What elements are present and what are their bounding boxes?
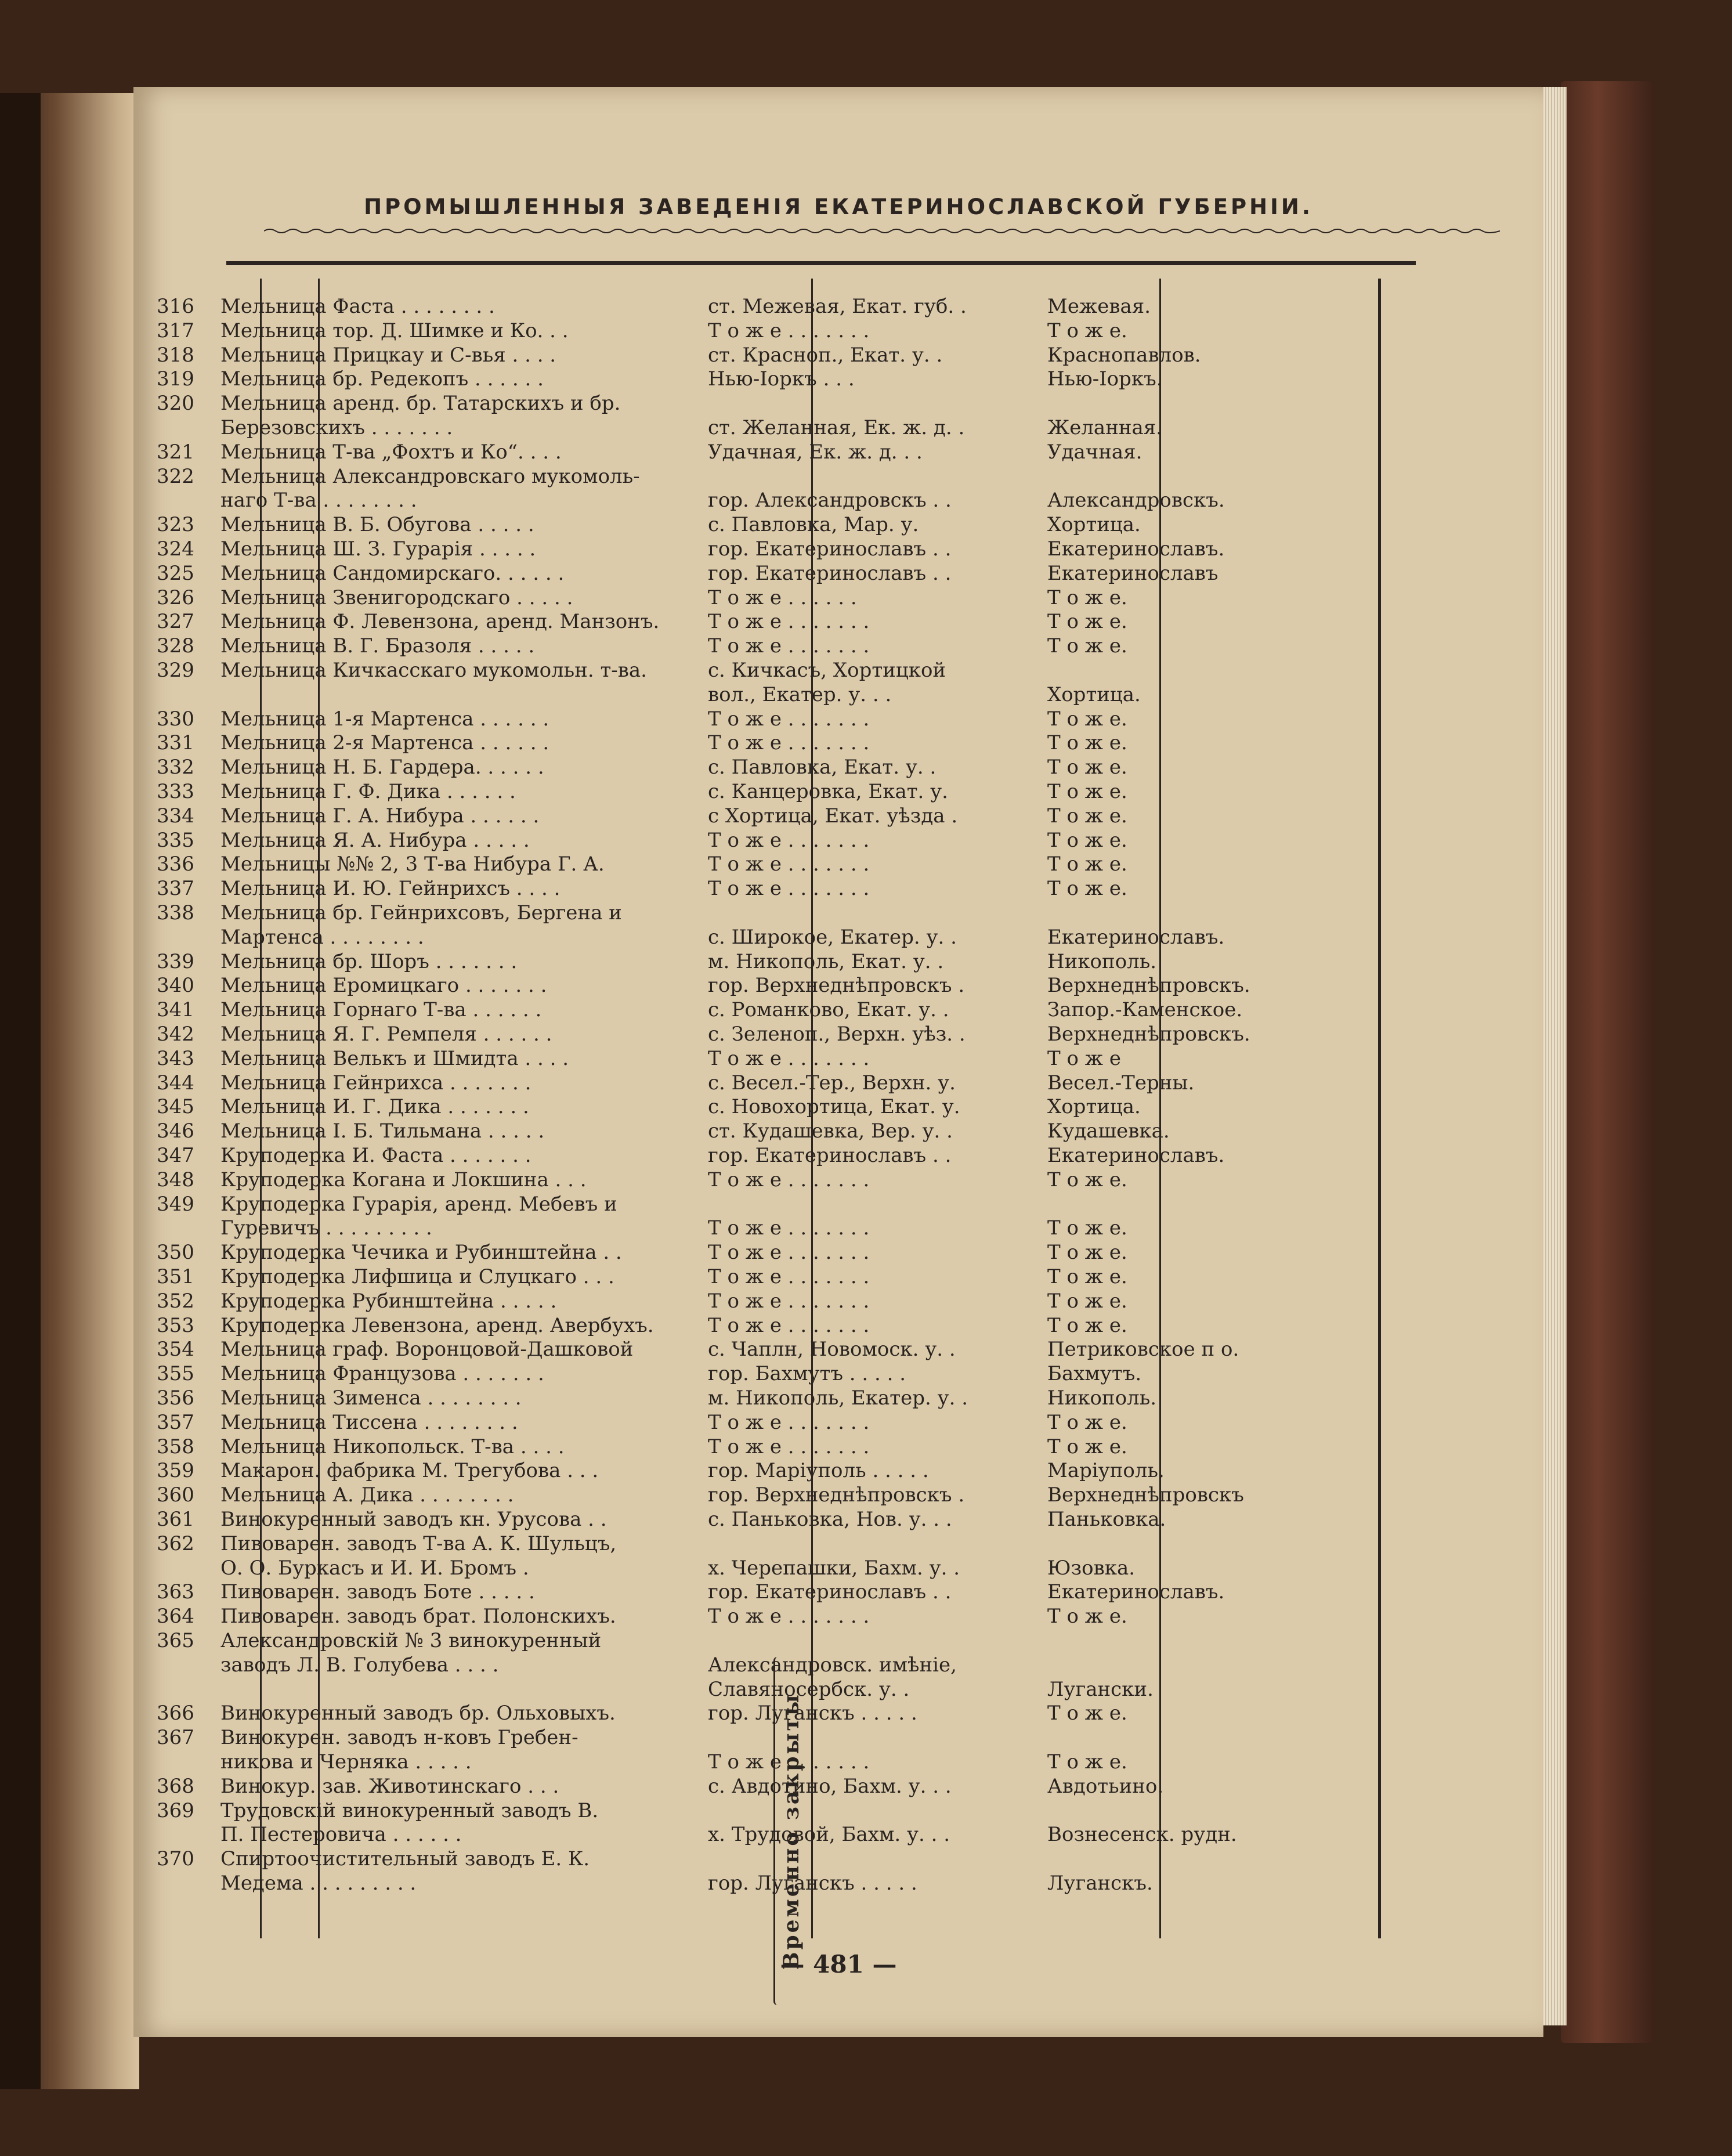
location: с Хортица, Екат. уѣзда .	[708, 804, 958, 828]
location: х. Черепашки, Бахм. у. .	[708, 1556, 960, 1580]
establishment-name: Мельница Горнаго Т-ва . . . . . .	[220, 998, 542, 1022]
establishment-name: заводъ Л. В. Голубева . . . .	[220, 1653, 499, 1677]
establishment-name: Мельница Звенигородскаго . . . . .	[220, 586, 573, 609]
location: с. Весел.-Тер., Верхн. у.	[708, 1071, 956, 1095]
location: с. Широкое, Екатер. у. .	[708, 925, 957, 949]
post-office: Т о ж е.	[1047, 634, 1127, 658]
establishment-name: никова и Черняка . . . . .	[220, 1750, 472, 1774]
post-office: Т о ж е.	[1047, 828, 1127, 852]
post-office: Т о ж е.	[1047, 1289, 1127, 1313]
post-office: Т о ж е.	[1047, 804, 1127, 828]
establishment-name: П. Пестеровича . . . . . .	[220, 1823, 462, 1847]
location: гор. Екатеринославъ . .	[708, 561, 952, 585]
post-office: Вознесенск. рудн.	[1047, 1823, 1237, 1847]
location: Т о ж е . . . . . . .	[708, 1605, 870, 1628]
row-number: 329	[157, 659, 194, 682]
row-number: 357	[157, 1410, 194, 1434]
post-office: Т о ж е.	[1047, 610, 1127, 634]
location: Нью-Іоркъ . . .	[708, 367, 855, 391]
establishment-name: Мельница Г. А. Нибура . . . . . .	[220, 804, 540, 828]
post-office: Екатеринославъ.	[1047, 1580, 1225, 1604]
establishment-name: Мельница Зименса . . . . . . . .	[220, 1386, 522, 1410]
location: ст. Желанная, Ек. ж. д. .	[708, 416, 965, 439]
page-number: — 481 —	[780, 1950, 897, 1978]
location: Т о ж е . . . . . . .	[708, 1410, 870, 1434]
location: Т о ж е . . . . . . .	[708, 1289, 870, 1313]
establishment-name: Мельница В. Б. Обугова . . . . .	[220, 513, 534, 537]
row-number: 320	[157, 392, 194, 416]
row-number: 352	[157, 1289, 194, 1313]
row-number: 365	[157, 1629, 194, 1652]
location: Т о ж е . . . . . . .	[708, 707, 870, 731]
location: Т о ж е . . . . . . .	[708, 731, 870, 755]
book-page	[133, 87, 1543, 2037]
establishment-name: Круподерка Левензона, аренд. Авербухъ.	[220, 1313, 654, 1337]
establishment-name: Круподерка Когана и Локшина . . .	[220, 1168, 587, 1191]
establishment-name: О. О. Буркасъ и И. И. Бромъ .	[220, 1556, 529, 1580]
establishment-name: Мельница В. Г. Бразоля . . . . .	[220, 634, 535, 658]
post-office: Хортица.	[1047, 513, 1141, 537]
location: ст. Красноп., Екат. у. .	[708, 343, 943, 367]
post-office: Лугански.	[1047, 1677, 1154, 1701]
establishment-name: Мельница А. Дика . . . . . . . .	[220, 1483, 514, 1507]
post-office: Т о ж е.	[1047, 780, 1127, 803]
location: с. Чаплн, Новомоск. у. .	[708, 1338, 956, 1362]
establishment-name: Мельница Ш. З. Гурарія . . . . .	[220, 537, 536, 561]
location: Александровск. имѣніе,	[708, 1653, 957, 1677]
establishment-name: Мельница Еромицкаго . . . . . . .	[220, 974, 547, 998]
post-office: Екатеринославъ.	[1047, 537, 1225, 561]
establishment-name: Мельница бр. Шоръ . . . . . . .	[220, 949, 518, 973]
row-number: 338	[157, 901, 194, 924]
post-office: Т о ж е.	[1047, 1216, 1127, 1240]
row-number: 340	[157, 974, 194, 998]
row-number: 324	[157, 537, 194, 561]
row-number: 355	[157, 1362, 194, 1386]
location: гор. Екатеринославъ . .	[708, 537, 952, 561]
location: Славяносербск. у. .	[708, 1677, 910, 1701]
location: Т о ж е . . . . . . .	[708, 1265, 870, 1288]
post-office: Кудашевка.	[1047, 1119, 1170, 1143]
post-office: Верхнеднѣпровскъ	[1047, 1483, 1244, 1507]
location: гор. Екатеринославъ . .	[708, 1144, 952, 1167]
row-number: 325	[157, 561, 194, 585]
establishment-name: Мельница бр. Гейнрихсовъ, Бергена и	[220, 901, 622, 924]
post-office: Т о ж е.	[1047, 1435, 1127, 1458]
establishment-name: Мельница И. Ю. Гейнрихсъ . . . .	[220, 877, 561, 901]
location: Т о ж е . . . . . . .	[708, 828, 870, 852]
establishment-name: Макарон. фабрика М. Трегубова . . .	[220, 1459, 599, 1483]
location: Т о ж е . . . . . . .	[708, 1750, 870, 1774]
establishment-name: Мельница Ф. Левензона, аренд. Манзонъ.	[220, 610, 660, 634]
establishment-name: Мельница Прицкау и С-вья . . . .	[220, 343, 556, 367]
post-office: Нью-Іоркъ.	[1047, 367, 1163, 391]
location: с. Романково, Екат. у. .	[708, 998, 949, 1022]
establishment-name: Круподерка И. Фаста . . . . . . .	[220, 1144, 531, 1167]
location: гор. Екатеринославъ . .	[708, 1580, 952, 1604]
location: м. Никополь, Екатер. у. .	[708, 1386, 968, 1410]
location: ст. Кудашевка, Вер. у. .	[708, 1119, 953, 1143]
row-number: 354	[157, 1338, 194, 1362]
row-number: 330	[157, 707, 194, 731]
establishment-name: Мельница граф. Воронцовой-Дашковой	[220, 1338, 634, 1362]
table-body	[133, 87, 1543, 2037]
location: Т о ж е . . . . . . .	[708, 853, 870, 876]
location: гор. Верхнеднѣпровскъ .	[708, 974, 965, 998]
establishment-name: Мельница Т-ва „Фохтъ и Ко“. . . .	[220, 440, 562, 464]
establishment-name: Березовскихъ . . . . . . .	[220, 416, 453, 439]
row-number: 346	[157, 1119, 194, 1143]
location: Т о ж е . . . . . . .	[708, 1216, 870, 1240]
row-number: 353	[157, 1313, 194, 1337]
post-office: Межевая.	[1047, 295, 1151, 318]
row-number: 316	[157, 295, 194, 318]
location: с. Павловка, Екат. у. .	[708, 756, 936, 779]
location: Т о ж е . . . . . .	[708, 586, 857, 609]
establishment-name: Мельница тор. Д. Шимке и Ко. . .	[220, 319, 569, 342]
book-binding-left	[0, 93, 139, 2089]
establishment-name: Мельница Н. Б. Гардера. . . . . .	[220, 756, 544, 779]
establishment-name: наго Т-ва . . . . . . . .	[220, 489, 417, 512]
post-office: Хортица.	[1047, 682, 1141, 706]
establishment-name: Винокурен. заводъ н-ковъ Гребен-	[220, 1726, 578, 1750]
post-office: Паньковка.	[1047, 1508, 1166, 1531]
post-office: Удачная.	[1047, 440, 1142, 464]
post-office: Т о ж е.	[1047, 1265, 1127, 1288]
row-number: 363	[157, 1580, 194, 1604]
book-cover-right	[1561, 81, 1654, 2043]
establishment-name: Гуревичъ . . . . . . . . .	[220, 1216, 432, 1240]
location: с. Паньковка, Нов. у. . .	[708, 1508, 952, 1531]
location: Т о ж е . . . . . . .	[708, 610, 870, 634]
location: м. Никополь, Екат. у. .	[708, 949, 944, 973]
row-number: 349	[157, 1192, 194, 1216]
establishment-name: Круподерка Лифшица и Слуцкаго . . .	[220, 1265, 614, 1288]
row-number: 370	[157, 1847, 194, 1871]
row-number: 364	[157, 1605, 194, 1628]
establishment-name: Мельница Я. Г. Ремпеля . . . . . .	[220, 1023, 552, 1046]
row-number: 361	[157, 1508, 194, 1531]
row-number: 345	[157, 1095, 194, 1119]
post-office: Т о ж е.	[1047, 756, 1127, 779]
location: Т о ж е . . . . . . .	[708, 1313, 870, 1337]
row-number: 344	[157, 1071, 194, 1095]
establishment-name: Круподерка Чечика и Рубинштейна . .	[220, 1241, 622, 1265]
location: Т о ж е . . . . . . .	[708, 1241, 870, 1265]
row-number: 334	[157, 804, 194, 828]
location: Удачная, Ек. ж. д. . .	[708, 440, 923, 464]
post-office: Екатеринославъ	[1047, 561, 1218, 585]
row-number: 356	[157, 1386, 194, 1410]
post-office: Хортица.	[1047, 1095, 1141, 1119]
row-number: 341	[157, 998, 194, 1022]
establishment-name: Мельница Велькъ и Шмидта . . . .	[220, 1046, 569, 1070]
post-office: Весел.-Терны.	[1047, 1071, 1195, 1095]
post-office: Луганскъ.	[1047, 1872, 1153, 1895]
row-number: 321	[157, 440, 194, 464]
establishment-name: Круподерка Гурарія, аренд. Мебевъ и	[220, 1192, 617, 1216]
post-office: Т о ж е.	[1047, 1241, 1127, 1265]
post-office: Никополь.	[1047, 949, 1157, 973]
row-number: 351	[157, 1265, 194, 1288]
establishment-name: Винокуренный заводъ кн. Урусова . .	[220, 1508, 607, 1531]
location: с. Канцеровка, Екат. у.	[708, 780, 948, 803]
location: с. Кичкасъ, Хортицкой	[708, 659, 946, 682]
location: с. Павловка, Мар. у.	[708, 513, 919, 537]
location: х. Трудовой, Бахм. у. . .	[708, 1823, 950, 1847]
post-office: Желанная.	[1047, 416, 1163, 439]
row-number: 366	[157, 1702, 194, 1725]
establishment-name: Мельница И. Г. Дика . . . . . . .	[220, 1095, 529, 1119]
post-office: Т о ж е.	[1047, 1750, 1127, 1774]
post-office: Т о ж е.	[1047, 853, 1127, 876]
establishment-name: Мельницы №№ 2, 3 Т-ва Нибура Г. А.	[220, 853, 605, 876]
row-number: 343	[157, 1046, 194, 1070]
row-number: 369	[157, 1799, 194, 1822]
row-number: 327	[157, 610, 194, 634]
row-number: 317	[157, 319, 194, 342]
post-office: Т о ж е.	[1047, 877, 1127, 901]
post-office: Петриковское п о.	[1047, 1338, 1239, 1362]
row-number: 358	[157, 1435, 194, 1458]
establishment-name: Мельница І. Б. Тильмана . . . . .	[220, 1119, 545, 1143]
row-number: 333	[157, 780, 194, 803]
post-office: Т о ж е.	[1047, 1605, 1127, 1628]
post-office: Александровскъ.	[1047, 489, 1225, 512]
establishment-name: Пивоварен. заводъ Боте . . . . .	[220, 1580, 535, 1604]
location: гор. Луганскъ . . . . .	[708, 1702, 917, 1725]
location: с. Новохортица, Екат. у.	[708, 1095, 960, 1119]
establishment-name: Мельница аренд. бр. Татарскихъ и бр.	[220, 392, 621, 416]
row-number: 331	[157, 731, 194, 755]
page-header: ПРОМЫШЛЕННЫЯ ЗАВЕДЕНІЯ ЕКАТЕРИНОСЛАВСКОЙ ГУБЕРНІИ.	[364, 194, 1313, 219]
establishment-name: Мельница Сандомирскаго. . . . . .	[220, 561, 565, 585]
row-number: 362	[157, 1532, 194, 1555]
establishment-name: Мельница Я. А. Нибура . . . . .	[220, 828, 530, 852]
establishment-name: Винокуренный заводъ бр. Ольховыхъ.	[220, 1702, 616, 1725]
post-office: Запор.-Каменское.	[1047, 998, 1243, 1022]
post-office: Т о ж е.	[1047, 586, 1127, 609]
post-office: Бахмутъ.	[1047, 1362, 1142, 1386]
post-office: Верхнеднѣпровскъ.	[1047, 1023, 1250, 1046]
establishment-name: Мельница Кичкасскаго мукомольн. т-ва.	[220, 659, 647, 682]
row-number: 332	[157, 756, 194, 779]
establishment-name: Трудовскій винокуренный заводъ В.	[220, 1799, 599, 1822]
post-office: Юзовка.	[1047, 1556, 1136, 1580]
row-number: 328	[157, 634, 194, 658]
establishment-name: Медема . . . . . . . . .	[220, 1872, 417, 1895]
establishment-name: Мельница 2-я Мартенса . . . . . .	[220, 731, 549, 755]
row-number: 348	[157, 1168, 194, 1191]
post-office: Т о ж е.	[1047, 1410, 1127, 1434]
location: гор. Луганскъ . . . . .	[708, 1872, 917, 1895]
row-number: 337	[157, 877, 194, 901]
establishment-name: Мельница Г. Ф. Дика . . . . . .	[220, 780, 516, 803]
location: с. Авдотино, Бахм. у. . .	[708, 1774, 952, 1798]
post-office: Авдотьино.	[1047, 1774, 1164, 1798]
row-number: 347	[157, 1144, 194, 1167]
row-number: 360	[157, 1483, 194, 1507]
establishment-name: Винокур. зав. Животинскаго . . .	[220, 1774, 559, 1798]
location: Т о ж е . . . . . . .	[708, 1168, 870, 1191]
post-office: Екатеринославъ.	[1047, 1144, 1225, 1167]
row-number: 326	[157, 586, 194, 609]
establishment-name: Пивоварен. заводъ брат. Полонскихъ.	[220, 1605, 616, 1628]
establishment-name: Мельница Гейнрихса . . . . . . .	[220, 1071, 531, 1095]
row-number: 368	[157, 1774, 194, 1798]
post-office: Екатеринославъ.	[1047, 925, 1225, 949]
post-office: Краснопавлов.	[1047, 343, 1201, 367]
location: гор. Верхнеднѣпровскъ .	[708, 1483, 965, 1507]
location: гор. Бахмутъ . . . . .	[708, 1362, 906, 1386]
post-office: Маріуполь.	[1047, 1459, 1165, 1483]
establishment-name: Пивоварен. заводъ Т-ва А. К. Шульцъ,	[220, 1532, 617, 1555]
row-number: 319	[157, 367, 194, 391]
establishment-name: Мельница 1-я Мартенса . . . . . .	[220, 707, 549, 731]
location: Т о ж е . . . . . . .	[708, 1046, 870, 1070]
location: гор. Маріуполь . . . . .	[708, 1459, 929, 1483]
location: Т о ж е . . . . . . .	[708, 1435, 870, 1458]
location: вол., Екатер. у. . .	[708, 682, 892, 706]
post-office: Верхнеднѣпровскъ.	[1047, 974, 1250, 998]
location: с. Зеленоп., Верхн. уѣз. .	[708, 1023, 966, 1046]
row-number: 350	[157, 1241, 194, 1265]
establishment-name: Мельница Никопольск. Т-ва . . . .	[220, 1435, 565, 1458]
row-number: 322	[157, 464, 194, 488]
row-number: 342	[157, 1023, 194, 1046]
establishment-name: Спиртоочистительный заводъ Е. К.	[220, 1847, 590, 1871]
establishment-name: Мартенса . . . . . . . .	[220, 925, 424, 949]
post-office: Т о ж е.	[1047, 1168, 1127, 1191]
row-number: 323	[157, 513, 194, 537]
post-office: Т о ж е	[1047, 1046, 1121, 1070]
establishment-name: Мельница Александровскаго мукомоль-	[220, 464, 640, 488]
location: Т о ж е . . . . . . .	[708, 877, 870, 901]
post-office: Т о ж е.	[1047, 707, 1127, 731]
row-number: 318	[157, 343, 194, 367]
row-number: 336	[157, 853, 194, 876]
establishment-name: Круподерка Рубинштейна . . . . .	[220, 1289, 557, 1313]
post-office: Никополь.	[1047, 1386, 1157, 1410]
location: гор. Александровскъ . .	[708, 489, 952, 512]
location: Т о ж е . . . . . . .	[708, 319, 870, 342]
row-number: 335	[157, 828, 194, 852]
post-office: Т о ж е.	[1047, 319, 1127, 342]
row-number: 359	[157, 1459, 194, 1483]
establishment-name: Александровскій № 3 винокуренный	[220, 1629, 602, 1652]
establishment-name: Мельница Тиссена . . . . . . . .	[220, 1410, 518, 1434]
establishment-name: Мельница бр. Редекопъ . . . . . .	[220, 367, 544, 391]
location: ст. Межевая, Екат. губ. .	[708, 295, 967, 318]
post-office: Т о ж е.	[1047, 1702, 1127, 1725]
post-office: Т о ж е.	[1047, 731, 1127, 755]
post-office: Т о ж е.	[1047, 1313, 1127, 1337]
establishment-name: Мельница Фаста . . . . . . . .	[220, 295, 495, 318]
establishment-name: Мельница Французова . . . . . . .	[220, 1362, 544, 1386]
location: Т о ж е . . . . . . .	[708, 634, 870, 658]
side-note: Временно закрыты	[779, 1692, 804, 1970]
row-number: 339	[157, 949, 194, 973]
row-number: 367	[157, 1726, 194, 1750]
